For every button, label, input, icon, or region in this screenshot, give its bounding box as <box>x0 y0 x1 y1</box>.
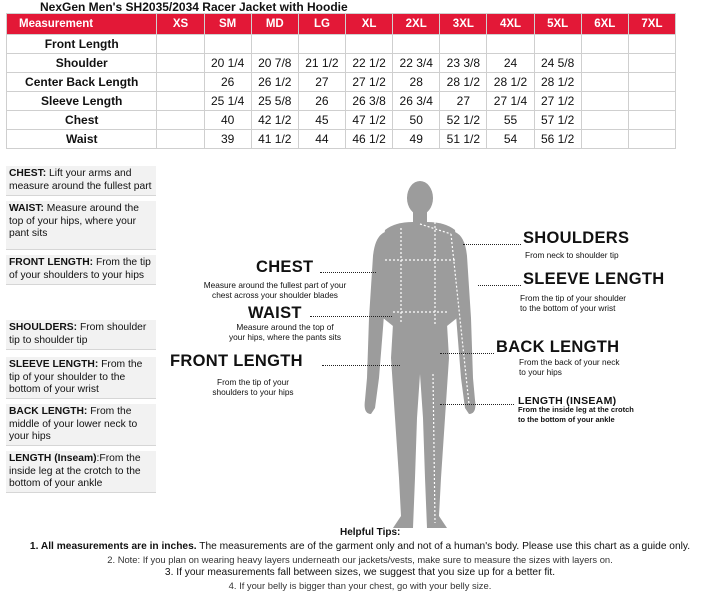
column-header: 3XL <box>440 14 487 35</box>
inseam-leader-line <box>440 404 514 405</box>
guide-term: FRONT LENGTH: <box>9 257 94 268</box>
table-cell: 51 1/2 <box>440 130 487 149</box>
table-cell: 26 <box>298 92 345 111</box>
table-cell: 21 1/2 <box>298 54 345 73</box>
table-cell: 28 1/2 <box>440 73 487 92</box>
column-header: MD <box>251 14 298 35</box>
guide-text: Lift your arms and measure around the fullest part <box>9 168 152 192</box>
guide-term: BACK LENGTH: <box>9 406 88 417</box>
table-cell: 27 1/4 <box>487 92 534 111</box>
front-length-description: From the tip of your shoulders to your hips <box>212 377 294 397</box>
guide-box-sleeve-length <box>6 357 156 399</box>
table-row <box>7 130 676 149</box>
table-cell <box>298 35 345 54</box>
table-cell: 27 <box>298 73 345 92</box>
shoulders-label: SHOULDERS <box>523 229 630 247</box>
column-header: 6XL <box>581 14 628 35</box>
row-label: Sleeve Length <box>7 92 157 111</box>
table-cell: 24 <box>487 54 534 73</box>
table-cell <box>628 73 675 92</box>
table-cell <box>534 35 581 54</box>
table-cell: 25 5/8 <box>251 92 298 111</box>
table-cell <box>204 35 251 54</box>
column-header: XL <box>346 14 393 35</box>
row-label: Center Back Length <box>7 73 157 92</box>
table-cell <box>487 35 534 54</box>
table-cell: 39 <box>204 130 251 149</box>
table-cell <box>628 92 675 111</box>
table-cell: 20 1/4 <box>204 54 251 73</box>
body-silhouette-figure <box>355 178 485 533</box>
table-cell: 27 <box>440 92 487 111</box>
table-cell <box>581 92 628 111</box>
guide-text: From shoulder tip to shoulder tip <box>9 322 147 346</box>
back-length-description: From the back of your neck to your hips <box>519 357 620 377</box>
waist-description: Measure around the top of your hips, where the pants sits <box>228 322 342 342</box>
table-cell: 56 1/2 <box>534 130 581 149</box>
left-arm-shape <box>365 232 387 414</box>
guide-box-waist <box>6 201 156 250</box>
table-cell: 27 1/2 <box>346 73 393 92</box>
row-label: Shoulder <box>7 54 157 73</box>
table-cell: 46 1/2 <box>346 130 393 149</box>
table-cell: 26 1/2 <box>251 73 298 92</box>
row-label: Front Length <box>7 35 157 54</box>
shoulders-description: From neck to shoulder tip <box>525 250 619 260</box>
table-cell: 57 1/2 <box>534 111 581 130</box>
table-row <box>7 73 676 92</box>
column-header: 5XL <box>534 14 581 35</box>
front-length-leader-line <box>322 365 400 366</box>
torso-shape <box>381 222 459 326</box>
guide-term: LENGTH (Inseam) <box>9 453 97 464</box>
table-cell: 55 <box>487 111 534 130</box>
back-length-label: BACK LENGTH <box>496 338 620 356</box>
table-cell <box>628 111 675 130</box>
column-header: 7XL <box>628 14 675 35</box>
table-row <box>7 35 676 54</box>
head-shape <box>407 181 433 215</box>
table-cell: 28 <box>393 73 440 92</box>
chest-description: Measure around the fullest part of your chest across your shoulder blades <box>203 280 347 300</box>
table-row <box>7 92 676 111</box>
guide-box-front-length <box>6 255 156 285</box>
back-length-leader-line <box>440 353 494 354</box>
table-cell <box>251 35 298 54</box>
guide-text: From the tip of your shoulders to your hips <box>9 257 151 281</box>
helpful-tips-heading: Helpful Tips: <box>340 527 401 538</box>
tip-4: 4. If your belly is bigger than your chest, go with your belly size. <box>228 580 492 591</box>
table-cell <box>581 111 628 130</box>
waist-label: WAIST <box>248 304 302 322</box>
right-arm-shape <box>453 232 475 414</box>
table-cell: 26 3/4 <box>393 92 440 111</box>
column-header: SM <box>204 14 251 35</box>
table-cell <box>440 35 487 54</box>
guide-term: SLEEVE LENGTH: <box>9 359 99 370</box>
guide-box-chest <box>6 166 156 196</box>
table-cell: 23 3/8 <box>440 54 487 73</box>
table-cell <box>581 54 628 73</box>
table-cell: 47 1/2 <box>346 111 393 130</box>
guide-text: Measure around the top of your hips, where your pant sits <box>9 203 139 239</box>
guide-text: :From the inside leg at the crotch to the bottom of your ankle <box>9 453 141 489</box>
table-cell <box>157 54 204 73</box>
table-row <box>7 54 676 73</box>
legs-shape <box>391 324 449 528</box>
table-cell: 28 1/2 <box>534 73 581 92</box>
table-cell: 41 1/2 <box>251 130 298 149</box>
size-chart-table <box>6 13 676 149</box>
table-cell <box>581 73 628 92</box>
chest-leader-line <box>320 272 376 273</box>
chest-label: CHEST <box>256 258 314 276</box>
table-cell <box>157 73 204 92</box>
table-cell <box>157 35 204 54</box>
table-cell <box>581 35 628 54</box>
guide-box-back-length <box>6 404 156 446</box>
table-cell <box>157 92 204 111</box>
waist-leader-line <box>310 316 392 317</box>
table-cell: 27 1/2 <box>534 92 581 111</box>
table-cell: 52 1/2 <box>440 111 487 130</box>
guide-term: CHEST: <box>9 168 47 179</box>
inseam-description: From the inside leg at the crotch to the bottom of your ankle <box>518 405 634 424</box>
column-header: LG <box>298 14 345 35</box>
table-cell: 26 <box>204 73 251 92</box>
table-cell: 42 1/2 <box>251 111 298 130</box>
table-cell <box>157 111 204 130</box>
table-cell: 25 1/4 <box>204 92 251 111</box>
table-cell: 28 1/2 <box>487 73 534 92</box>
table-cell: 44 <box>298 130 345 149</box>
table-cell: 20 7/8 <box>251 54 298 73</box>
table-cell: 22 1/2 <box>346 54 393 73</box>
tip-1: 1. All measurements are in inches. The measurements are of the garment only and not of a human's body. Please use this chart as a guide only. <box>29 541 691 552</box>
column-header: Measurement <box>7 14 157 35</box>
table-cell: 54 <box>487 130 534 149</box>
tip-3: 3. If your measurements fall between sizes, we suggest that you size up for a better fit. <box>164 567 556 578</box>
guide-box-inseam <box>6 451 156 493</box>
tip-2: 2. Note: If you plan on wearing heavy layers underneath our jackets/vests, make sure to measure the sizes with layers on. <box>107 554 613 565</box>
table-cell: 26 3/8 <box>346 92 393 111</box>
sleeve-length-description: From the tip of your shoulder to the bottom of your wrist <box>520 293 627 313</box>
guide-text: From the tip of your shoulder to the bottom of your wrist <box>9 359 143 395</box>
column-header: XS <box>157 14 204 35</box>
table-cell <box>628 54 675 73</box>
guide-box-shoulders <box>6 320 156 350</box>
table-cell: 40 <box>204 111 251 130</box>
column-header: 4XL <box>487 14 534 35</box>
front-length-label: FRONT LENGTH <box>170 352 303 370</box>
guide-text: From the middle of your lower neck to your hips <box>9 406 138 442</box>
row-label: Waist <box>7 130 157 149</box>
table-cell: 50 <box>393 111 440 130</box>
table-cell <box>628 35 675 54</box>
page-title: NexGen Men's SH2035/2034 Racer Jacket with Hoodie <box>40 0 348 14</box>
table-cell: 22 3/4 <box>393 54 440 73</box>
sleeve-length-label: SLEEVE LENGTH <box>523 270 665 288</box>
sleeve-length-leader-line <box>478 285 521 286</box>
table-row <box>7 111 676 130</box>
table-cell <box>393 35 440 54</box>
guide-term: SHOULDERS: <box>9 322 78 333</box>
table-cell <box>346 35 393 54</box>
table-cell <box>581 130 628 149</box>
table-cell <box>628 130 675 149</box>
table-cell: 24 5/8 <box>534 54 581 73</box>
inseam-label: LENGTH (INSEAM) <box>518 395 617 407</box>
row-label: Chest <box>7 111 157 130</box>
table-cell: 49 <box>393 130 440 149</box>
table-cell: 45 <box>298 111 345 130</box>
table-header-row <box>7 14 676 35</box>
shoulders-leader-line <box>463 244 521 245</box>
column-header: 2XL <box>393 14 440 35</box>
guide-term: WAIST: <box>9 203 44 214</box>
table-cell <box>157 130 204 149</box>
